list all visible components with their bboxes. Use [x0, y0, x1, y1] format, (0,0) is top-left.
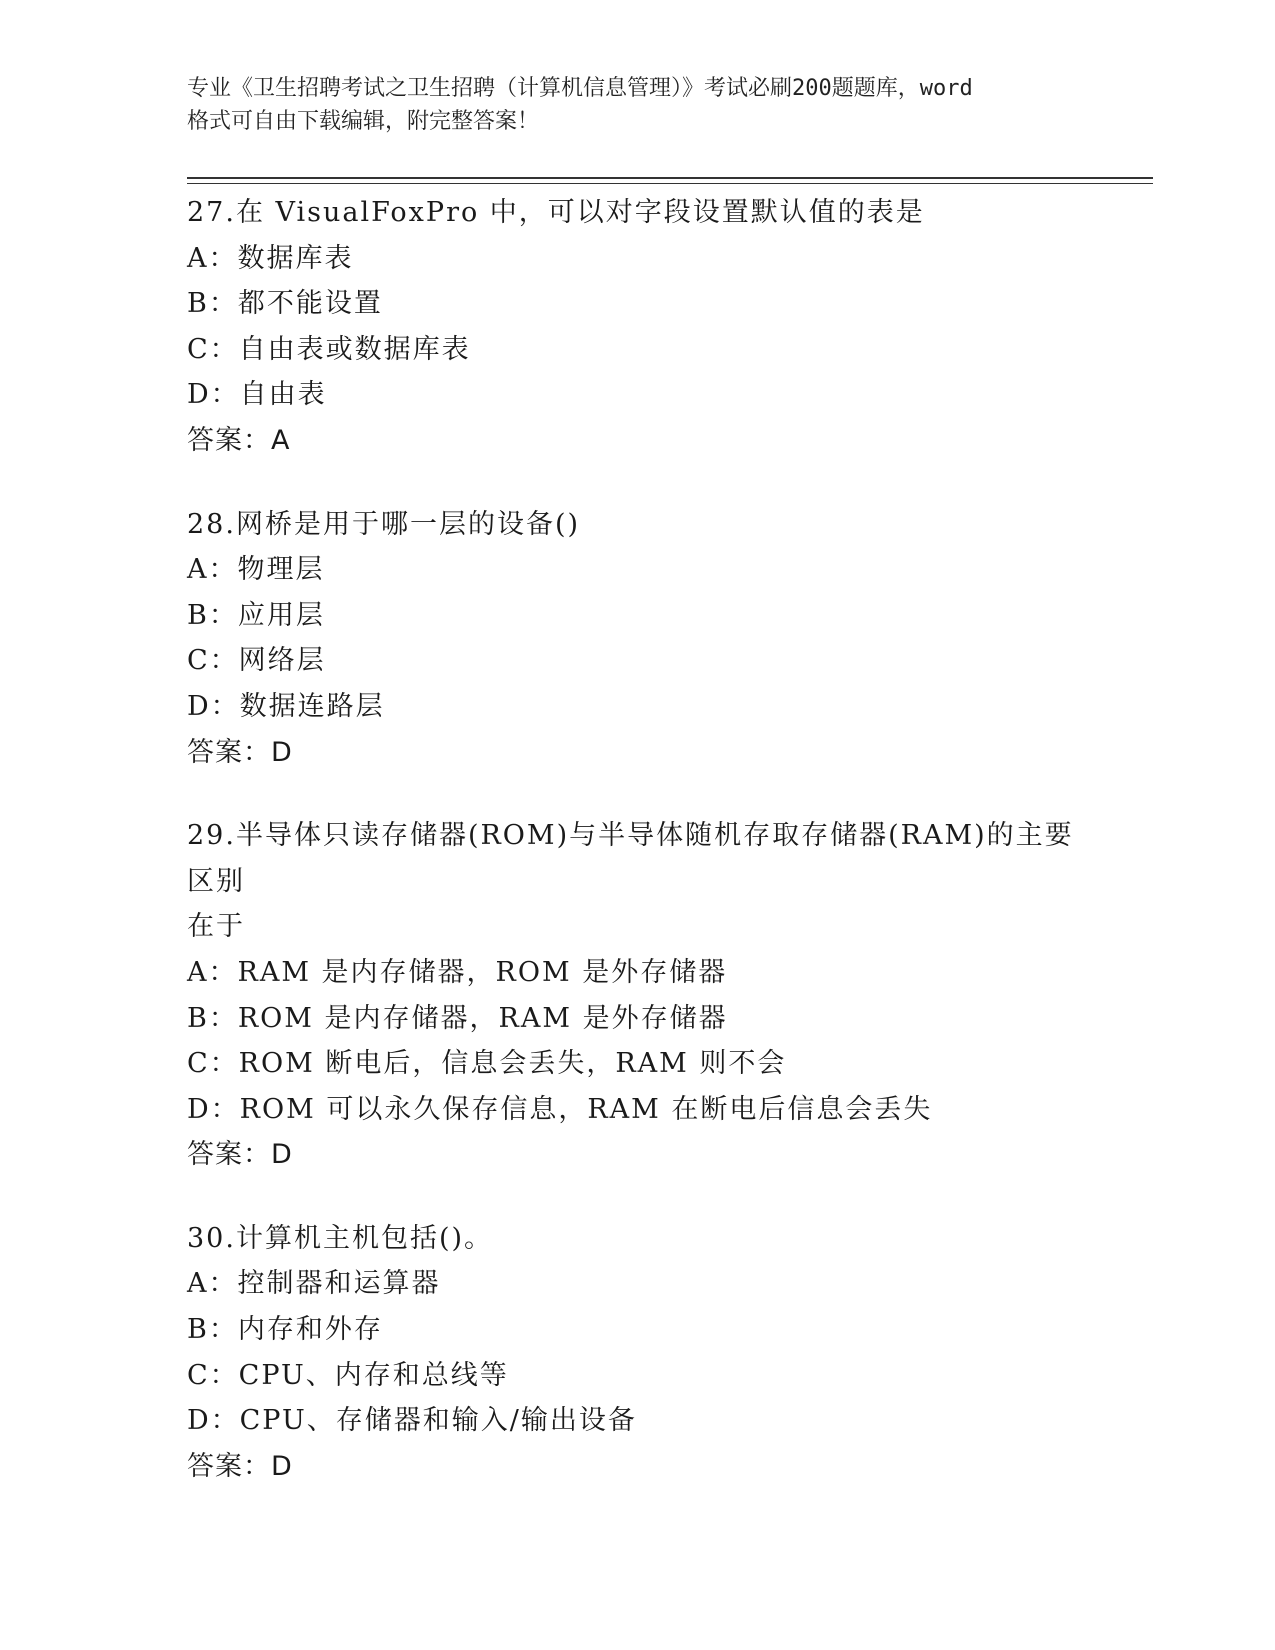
option-d: D：自由表 [187, 379, 327, 411]
header-line-1: 专业《卫生招聘考试之卫生招聘（计算机信息管理）》考试必刷200题题库，word [187, 76, 973, 101]
option-c: C：自由表或数据库表 [187, 333, 471, 365]
question-stem: 30.计算机主机包括()。 [187, 1222, 494, 1254]
answer-line: 答案：A [187, 424, 291, 456]
question-stem: 28.网桥是用于哪一层的设备() [187, 508, 581, 540]
option-d: D：CPU、存储器和输入/输出设备 [187, 1405, 637, 1437]
question-27 [187, 190, 1087, 464]
option-a: A：数据库表 [187, 242, 354, 274]
option-b: B：ROM 是内存储器，RAM 是外存储器 [187, 1002, 728, 1034]
answer-line: 答案：D [187, 736, 293, 768]
option-c: C：ROM 断电后，信息会丢失，RAM 则不会 [187, 1048, 787, 1080]
question-29 [187, 813, 1087, 1178]
answer-line: 答案：D [187, 1450, 293, 1482]
option-b: B：都不能设置 [187, 288, 383, 320]
answer-line: 答案：D [187, 1139, 293, 1171]
question-28 [187, 502, 1087, 776]
option-b: B：应用层 [187, 599, 325, 631]
option-d: D：数据连路层 [187, 690, 385, 722]
question-stem: 29.半导体只读存储器(ROM)与半导体随机存取存储器(RAM)的主要区别 [187, 820, 1074, 897]
option-b: B：内存和外存 [187, 1314, 383, 1346]
option-c: C：CPU、内存和总线等 [187, 1359, 509, 1391]
header-line-2: 格式可自由下载编辑，附完整答案！ [187, 109, 540, 134]
header-divider-thin [187, 183, 1153, 184]
document-header [187, 72, 1087, 138]
option-a: A：RAM 是内存储器，ROM 是外存储器 [187, 956, 728, 988]
option-a: A：物理层 [187, 554, 325, 586]
question-30 [187, 1216, 1087, 1490]
question-stem-continued: 在于 [187, 911, 245, 943]
question-list [187, 190, 1087, 1527]
header-divider-thick [187, 177, 1153, 179]
option-d: D：ROM 可以永久保存信息，RAM 在断电后信息会丢失 [187, 1093, 933, 1125]
option-a: A：控制器和运算器 [187, 1268, 441, 1300]
option-c: C：网络层 [187, 645, 326, 677]
question-stem: 27.在 VisualFoxPro 中，可以对字段设置默认值的表是 [187, 197, 925, 228]
